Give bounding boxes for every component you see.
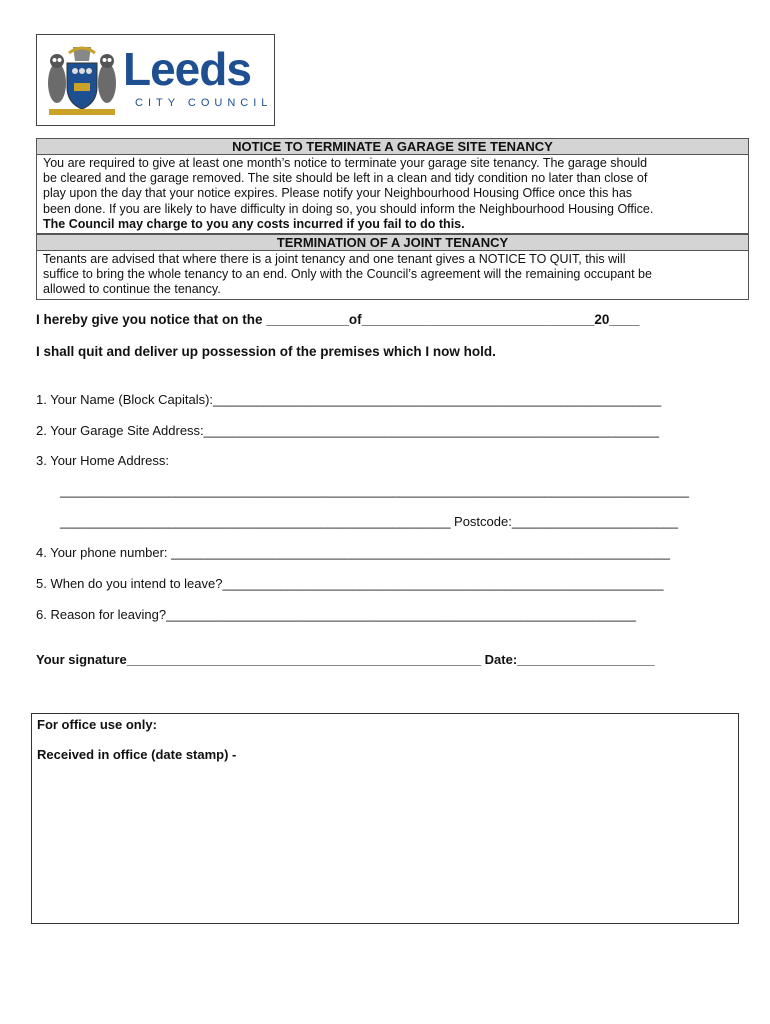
notice-line: be cleared and the garage removed. The site should be left in a clean and tidy condition no later than close of — [43, 171, 648, 186]
garage-address-field[interactable]: 2. Your Garage Site Address:_______________________________________________________________ — [36, 423, 660, 438]
office-use-box — [31, 713, 739, 924]
notice-line: You are required to give at least one month’s notice to terminate your garage site tenancy. The garage should — [43, 156, 648, 170]
phone-field[interactable]: 4. Your phone number: _____________________________________________________________________ — [36, 545, 671, 560]
notice-heading: NOTICE TO TERMINATE A GARAGE SITE TENANCY — [37, 139, 748, 155]
crest-icon — [45, 43, 119, 117]
reason-field[interactable]: 6. Reason for leaving?_________________________________________________________________ — [36, 607, 637, 622]
office-use-title: For office use only: — [37, 717, 157, 732]
notice-bold-line: The Council may charge to you any costs incurred if you fail to do this. — [43, 216, 465, 231]
date-stamp-label: Received in office (date stamp) - — [37, 747, 237, 762]
joint-line: suffice to bring the whole tenancy to an end. Only with the Council’s agreement will the remaining occupant be — [43, 267, 652, 282]
logo — [36, 34, 275, 126]
signature-field[interactable]: Your signature_________________________________________________ Date:___________________ — [36, 652, 655, 667]
logo-subtitle: CITY COUNCIL — [135, 97, 273, 109]
notice-line: been done. If you are likely to have difficulty in doing so, you should inform the Neighbourhood Housing Office. — [43, 201, 654, 216]
notice-date-field[interactable]: I hereby give you notice that on the ___________of_______________________________20____ — [36, 312, 640, 327]
joint-line: Tenants are advised that where there is a joint tenancy and one tenant gives a NOTICE TO QUIT, this will — [43, 252, 626, 266]
home-address-label: 3. Your Home Address: — [36, 453, 169, 468]
notice-info-box — [36, 138, 749, 234]
name-field[interactable]: 1. Your Name (Block Capitals):______________________________________________________________ — [36, 392, 662, 407]
joint-tenancy-text — [37, 251, 748, 299]
home-address-field[interactable]: _______________________________________________________________________________________ — [60, 483, 690, 498]
logo-wordmark: Leeds — [123, 43, 251, 95]
joint-line: allowed to continue the tenancy. — [43, 282, 221, 297]
joint-tenancy-heading: TERMINATION OF A JOINT TENANCY — [37, 235, 748, 251]
leave-date-field[interactable]: 5. When do you intend to leave?_____________________________________________________________ — [36, 576, 664, 591]
notice-line: play upon the day that your notice expires. Please notify your Neighbourhood Housing Office once this has — [43, 186, 633, 201]
notice-text — [37, 155, 748, 233]
quit-statement: I shall quit and deliver up possession of the premises which I now hold. — [36, 344, 496, 359]
postcode-field[interactable]: ______________________________________________________ Postcode:_______________________ — [60, 514, 679, 529]
joint-tenancy-box — [36, 234, 749, 300]
